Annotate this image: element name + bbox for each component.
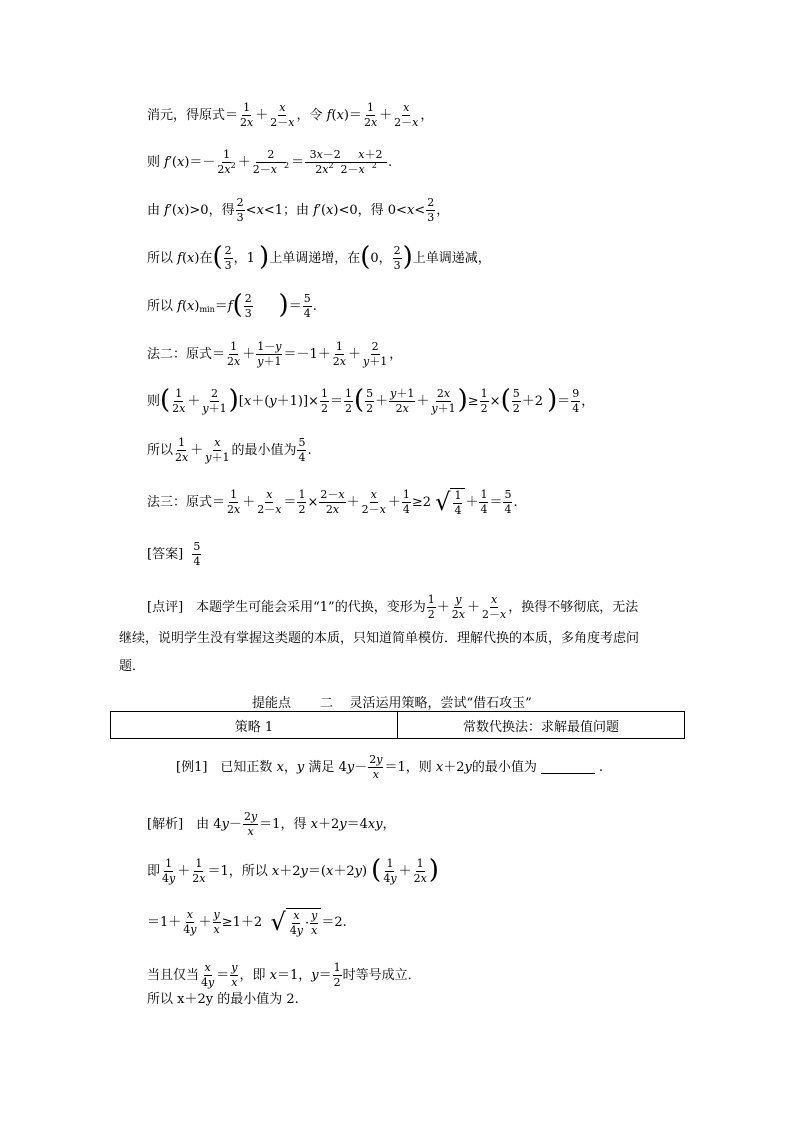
solution-line-1: 消元，得原式＝ $\frac{1}{2x}$ ＋ $\frac{x}{2-x}$ ，令 f ( x )＝ $\frac{1}{2x}$ ＋ $\frac{x}{2-x}$ ，	[147, 101, 434, 130]
solution-line-5: 所以 f ( x ) min ＝ f ( $\frac{2}{3}$ ) ＝ $\frac{5}{4}$ .	[147, 290, 317, 321]
line3-prefix: 由	[147, 203, 161, 219]
line2-prefix: 则	[147, 155, 161, 171]
comment-line-1: [点评] 本题学生可能会采用“1”的代换，变形为 $\frac{1}{2}$ ＋ $\frac{y}{2x}$ ＋ $\frac{x}{2-x}$ ，换得不够彻底，无法	[147, 593, 639, 622]
heading-label: 提能点	[252, 696, 292, 711]
answer-line: [答案] $\frac{5}{4}$	[147, 540, 201, 569]
heading-title: 灵活运用策略，尝试“借石攻玉”	[349, 696, 532, 711]
solution-line-2: 则 f ′( x )＝－ $\frac{1}{2x^2}$ ＋ $\frac{2}{2-x ^2}$ ＝ $\frac{3x-2 x+2}{2x^2 2-x ^2}$ .	[147, 148, 393, 177]
solution-line-9: 法三：原式＝ $\frac{1}{2x}$ ＋ $\frac{x}{2-x}$ ＝ $\frac{1}{2}$ × $\frac{2-x}{2x}$ ＋ $\frac{x}{2-x}$ ＋ $\frac{1}{4}$ ≥2 √ $\frac{1}{4}$ ＋ $\frac{1}{4}$ ＝ $\frac{5}{4}$ .	[147, 488, 518, 518]
analysis-line-2: 即 $\frac{1}{4y}$ ＋ $\frac{1}{2x}$ ＝1 ，所以 x ＋2 y ＝( x ＋2 y ) ( $\frac{1}{4y}$ ＋ $\frac{1}{2x}$ )	[147, 855, 439, 886]
strategy-table	[110, 711, 685, 739]
solution-line-8: 所以 $\frac{1}{2x}$ ＋ $\frac{x}{y+1}$ 的最小值为 $\frac{5}{4}$ .	[147, 436, 312, 465]
answer-label: [答案]	[147, 547, 184, 563]
solution-line-3: 由 f ′( x )>0 ，得 $\frac{2}{3}$ < x <1 ；由 f ′( x )<0 ，得 0< x < $\frac{2}{3}$ ，	[147, 196, 450, 225]
solution-line-7: 则 ( $\frac{1}{2x}$ ＋ $\frac{2}{y+1}$ ) [ x ＋( y ＋1)]× $\frac{1}{2}$ ＝ $\frac{1}{2}$ ( $\frac{5}{2}$ ＋ $\frac{y+1}{2x}$ ＋ $\frac{2x}{y+1}$ ) ≥ $\frac{1}{2}$ × ( $\frac{5}{2}$ ＋2 ) ＝ $\frac{9}{4}$ ，	[147, 385, 595, 416]
solution-line-6: 法二：原式＝ $\frac{1}{2x}$ ＋ $\frac{1-y}{y+1}$ ＝－1＋ $\frac{1}{2x}$ ＋ $\frac{2}{y+1}$ ，	[147, 340, 403, 369]
comment-line-3: 题．	[119, 659, 146, 674]
analysis-conclusion: 所以 x＋2y 的最小值为 2.	[147, 992, 299, 1007]
analysis-line-3: ＝1＋ $\frac{x}{4y}$ ＋ $\frac{y}{x}$ ≥1＋2 √ $\frac{x}{4y}$ · $\frac{y}{x}$ ＝2.	[147, 908, 347, 938]
line1-prefix: 消元，得原式＝	[147, 108, 239, 124]
strategy-method-cell: 常数代换法：求解最值问题	[397, 712, 684, 738]
example-1-line: [例1] 已知正数 x ， y 满足 4 y － $\frac{2y}{x}$ ＝1 ，则 x ＋2 y 的最小值为 .	[176, 753, 604, 782]
line1-mid: ，令	[296, 108, 323, 124]
section-heading	[252, 692, 572, 711]
solution-line-4: 所以 f ( x )在 ( $\frac{2}{3}$ ，1 ) 上单调递增，在 ( 0， $\frac{2}{3}$ ) 上单调递减，	[147, 242, 491, 273]
answer-blank	[541, 761, 595, 774]
analysis-line-1: [解析] 由 4 y － $\frac{2y}{x}$ ＝1 ，得 x ＋2 y ＝4 xy ，	[147, 810, 396, 839]
strategy-label-cell: 策略 1	[234, 719, 274, 735]
analysis-line-4: 当且仅当 $\frac{x}{4y}$ ＝ $\frac{y}{x}$ ，即 x ＝1， y ＝ $\frac{1}{2}$ 时等号成立．	[147, 961, 421, 990]
comment-line-2: 继续，说明学生没有掌握这类题的本质，只知道简单模仿．理解代换的本质，多角度考虑问	[119, 631, 640, 646]
heading-number: 二	[319, 696, 333, 711]
